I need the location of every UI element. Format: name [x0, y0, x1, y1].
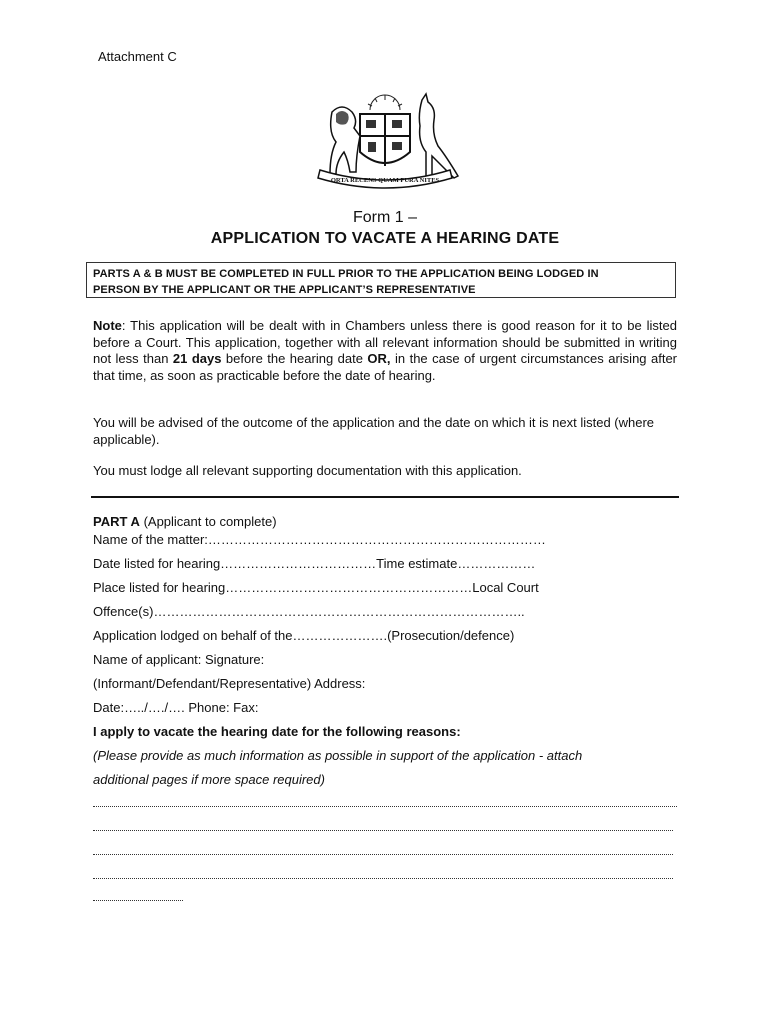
note-or: OR,	[367, 351, 391, 366]
reasons-note-2: additional pages if more space required)	[93, 772, 325, 787]
place-listed-field[interactable]: Place listed for hearing…………………………………………………Local Court	[93, 580, 539, 595]
part-a-note: (Applicant to complete)	[139, 514, 277, 529]
crest-motto: ORTA RECENS QUAM PURA NITES	[330, 177, 440, 184]
reasons-line-2[interactable]	[93, 830, 673, 831]
address-field[interactable]: (Informant/Defendant/Representative) Address:	[93, 676, 366, 691]
note-text-3: in the case of urgent circumstances arising after that time, as soon as practicable before the date of hearing.	[93, 351, 678, 383]
coat-of-arms-logo	[302, 92, 468, 192]
form-number: Form 1 –	[352, 209, 417, 226]
note-label: Note	[93, 318, 122, 333]
name-of-matter-field[interactable]: Name of the matter:……………………………………………………………………	[93, 532, 546, 547]
advised-paragraph: You will be advised of the outcome of the application and the date on which it is next listed (where applicable).	[93, 415, 655, 447]
section-divider	[91, 496, 679, 498]
name-of-applicant-field[interactable]: Name of applicant: Signature:	[93, 652, 265, 667]
reasons-line-3[interactable]	[93, 854, 673, 855]
notice-line-2: PERSON BY THE APPLICANT OR THE APPLICANT’S REPRESENTATIVE	[93, 284, 476, 296]
attachment-label: Attachment C	[98, 49, 177, 64]
note-text-2: before the hearing date	[221, 351, 368, 366]
notice-line-1: PARTS A & B MUST BE COMPLETED IN FULL PRIOR TO THE APPLICATION BEING LODGED IN	[93, 268, 599, 280]
reasons-note-1: (Please provide as much information as possible in support of the application - attach	[93, 748, 583, 763]
notice-box	[86, 262, 676, 298]
reasons-heading: I apply to vacate the hearing date for the following reasons:	[93, 724, 461, 739]
note-days: 21 days	[172, 351, 222, 366]
note-text-1: : This application will be dealt with in Chambers unless there is good reason for it to be listed before a Court. This application, together with all relevant information should be submitted in writing not less than	[93, 318, 677, 366]
reasons-line-1[interactable]	[93, 806, 677, 807]
date-listed-field[interactable]: Date listed for hearing………………………………Time estimate………………	[93, 556, 536, 571]
note-paragraph	[93, 318, 677, 384]
lodged-on-behalf-field[interactable]: Application lodged on behalf of the………………….(Prosecution/defence)	[93, 628, 515, 643]
part-a-label: PART A	[93, 514, 140, 529]
part-a-heading	[93, 514, 277, 529]
date-phone-fax-field[interactable]: Date:…../…./…. Phone: Fax:	[93, 700, 259, 715]
reasons-line-4[interactable]	[93, 878, 673, 879]
offences-field[interactable]: Offence(s)…………………………………………………………………………..	[93, 604, 525, 619]
reasons-line-5[interactable]	[93, 900, 183, 901]
form-title: APPLICATION TO VACATE A HEARING DATE	[210, 230, 560, 247]
lodge-paragraph: You must lodge all relevant supporting documentation with this application.	[93, 463, 522, 478]
